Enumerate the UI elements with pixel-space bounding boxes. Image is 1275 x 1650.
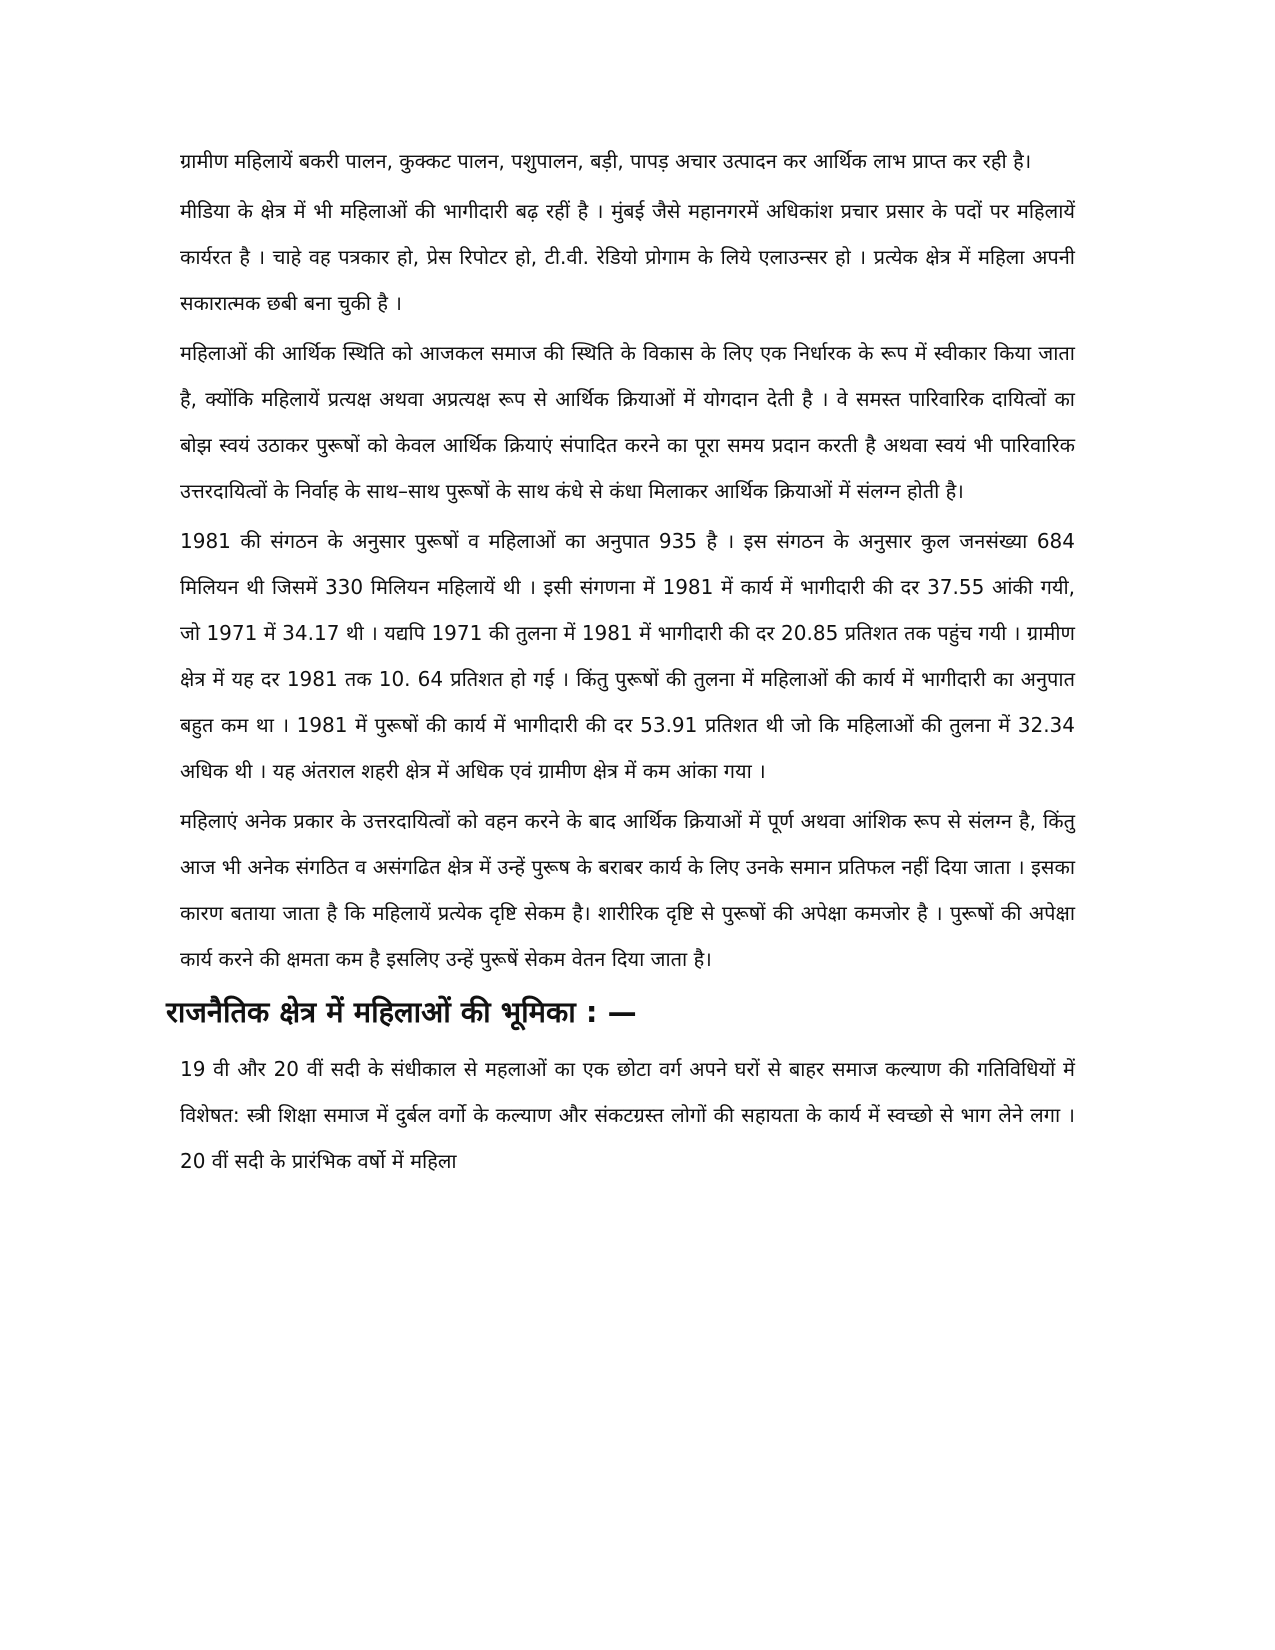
paragraph-census-1981: 1981 की संगठन के अनुसार पुरूषों व महिलाओं का अनुपात 935 है । इस संगठन के अनुसार कुल जनसंख्या 684 मिलियन थी जिसमें 330 मिलियन महिलायें थी । इसी संगणना में 1981 में कार्य में भागीदारी की दर 37.55 आंकी गयी, जो 1971 में 34.17 थी । यद्यपि 1971 की तुलना में 1981 में भागीदारी की दर 20.85 प्रतिशत तक पहुंच गयी । ग्रामीण क्षेत्र में यह दर 1981 तक 10. 64 प्रतिशत हो गई । किंतु पुरूषों की तुलना में महिलाओं की कार्य में भागीदारी का अनुपात बहुत कम था । 1981 में पुरूषों की कार्य में भागीदारी की दर 53.91 प्रतिशत थी जो कि महिलाओं की तुलना में 32.34 अधिक थी । यह अंतराल शहरी क्षेत्र में अधिक एवं ग्रामीण क्षेत्र में कम आंका गया । bbox=[180, 529, 1075, 783]
paragraph-rural-women: ग्रामीण महिलायें बकरी पालन, कुक्कट पालन, पशुपालन, बड़ी, पापड़ अचार उत्पादन कर आर्थिक लाभ प्राप्त कर रही है। bbox=[180, 149, 1032, 173]
paragraph-media: मीडिया के क्षेत्र में भी महिलाओं की भागीदारी बढ़ रहीं है । मुंबई जैसे महानगरमें अधिकांश प्रचार प्रसार के पदों पर महिलायें कार्यरत है । चाहे वह पत्रकार हो, प्रेस रिपोटर हो, टी.वी. रेडियो प्रोगाम के लिये एलाउन्सर हो । प्रत्येक क्षेत्र में महिला अपनी सकारात्मक छबी बना चुकी है । bbox=[180, 199, 1075, 315]
paragraph-wage-inequality: महिलाएं अनेक प्रकार के उत्तरदायित्वों को वहन करने के बाद आर्थिक क्रियाओं में पूर्ण अथवा आंशिक रूप से संलग्न है, किंतु आज भी अनेक संगठित व असंगढित क्षेत्र में उन्हें पुरूष के बराबर कार्य के लिए उनके समान प्रतिफल नहीं दिया जाता । इसका कारण बताया जाता है कि महिलायें प्रत्येक दृष्टि सेकम है। शारीरिक दृष्टि से पुरूषों की अपेक्षा कमजोर है । पुरूषों की अपेक्षा कार्य करने की क्षमता कम है इसलिए उन्हें पुरूषें सेकम वेतन दिया जाता है। bbox=[180, 809, 1075, 971]
section-heading-political-role: राजनैतिक क्षेत्र में महिलाओं की भूमिका : — bbox=[166, 995, 637, 1029]
paragraph-political-history: 19 वी और 20 वीं सदी के संधीकाल से महलाओं का एक छोटा वर्ग अपने घरों से बाहर समाज कल्याण की गतिविधियों में विशेषत: स्त्री शिक्षा समाज में दुर्बल वर्गो के कल्याण और संकटग्रस्त लोगों की सहायता के कार्य में स्वच्छो से भाग लेने लगा । 20 वीं सदी के प्रारंभिक वर्षो में महिला bbox=[180, 1057, 1075, 1173]
paragraph-economic-status: महिलाओं की आर्थिक स्थिति को आजकल समाज की स्थिति के विकास के लिए एक निर्धारक के रूप में स्वीकार किया जाता है, क्योंकि महिलायें प्रत्यक्ष अथवा अप्रत्यक्ष रूप से आर्थिक क्रियाओं में योगदान देती है । वे समस्त पारिवारिक दायित्वों का बोझ स्वयं उठाकर पुरूषों को केवल आर्थिक क्रियाएं संपादित करने का पूरा समय प्रदान करती है अथवा स्वयं भी पारिवारिक उत्तरदायित्वों के निर्वाह के साथ–साथ पुरूषों के साथ कंधे से कंधा मिलाकर आर्थिक क्रियाओं में संलग्न होती है। bbox=[180, 341, 1075, 503]
document-page bbox=[166, 138, 1075, 1188]
